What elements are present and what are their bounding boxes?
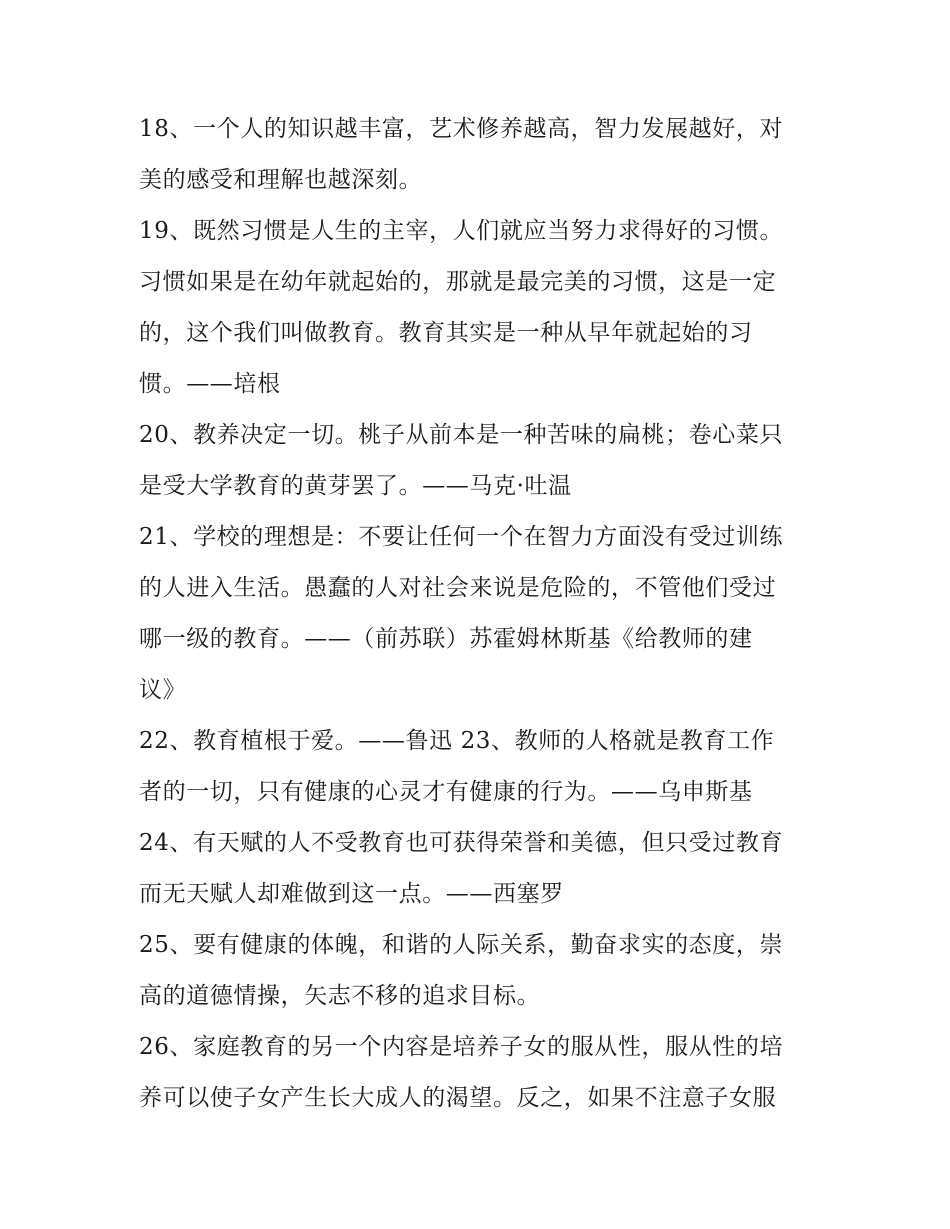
text-line: 惯。——培根 — [139, 371, 281, 397]
text-line: 哪一级的教育。——（前苏联）苏霍姆林斯基《给教师的建 — [139, 626, 753, 652]
text-line: 22、教育植根于爱。——鲁迅 23、教师的人格就是教育工作 — [139, 728, 775, 754]
text-line: 26、家庭教育的另一个内容是培养子女的服从性，服从性的培 — [139, 1034, 784, 1060]
text-line: 的，这个我们叫做教育。教育其实是一种从早年就起始的习 — [139, 320, 753, 346]
text-line: 是受大学教育的黄芽罢了。——马克·吐温 — [139, 473, 572, 499]
text-line: 者的一切，只有健康的心灵才有健康的行为。——乌申斯基 — [139, 779, 753, 805]
text-line: 高的道德情操，矢志不移的追求目标。 — [139, 983, 541, 1009]
text-line: 养可以使子女产生长大成人的渴望。反之，如果不注意子女服 — [139, 1085, 777, 1111]
document-body — [139, 104, 819, 1124]
text-line: 美的感受和理解也越深刻。 — [139, 167, 423, 193]
text-line: 21、学校的理想是：不要让任何一个在智力方面没有受过训练 — [139, 524, 784, 550]
text-line: 习惯如果是在幼年就起始的，那就是最完美的习惯，这是一定 — [139, 269, 777, 295]
text-line: 19、既然习惯是人生的主宰，人们就应当努力求得好的习惯。 — [139, 218, 784, 244]
text-line: 议》 — [139, 677, 187, 703]
text-line: 18、一个人的知识越丰富，艺术修养越高，智力发展越好，对 — [139, 116, 784, 142]
text-line: 20、教养决定一切。桃子从前本是一种苦味的扁桃；卷心菜只 — [139, 422, 784, 448]
text-line: 25、要有健康的体魄，和谐的人际关系，勤奋求实的态度，崇 — [139, 932, 784, 958]
text-line: 的人进入生活。愚蠢的人对社会来说是危险的，不管他们受过 — [139, 575, 777, 601]
text-line: 24、有天赋的人不受教育也可获得荣誉和美德，但只受过教育 — [139, 830, 784, 856]
text-line: 而无天赋人却难做到这一点。——西塞罗 — [139, 881, 564, 907]
